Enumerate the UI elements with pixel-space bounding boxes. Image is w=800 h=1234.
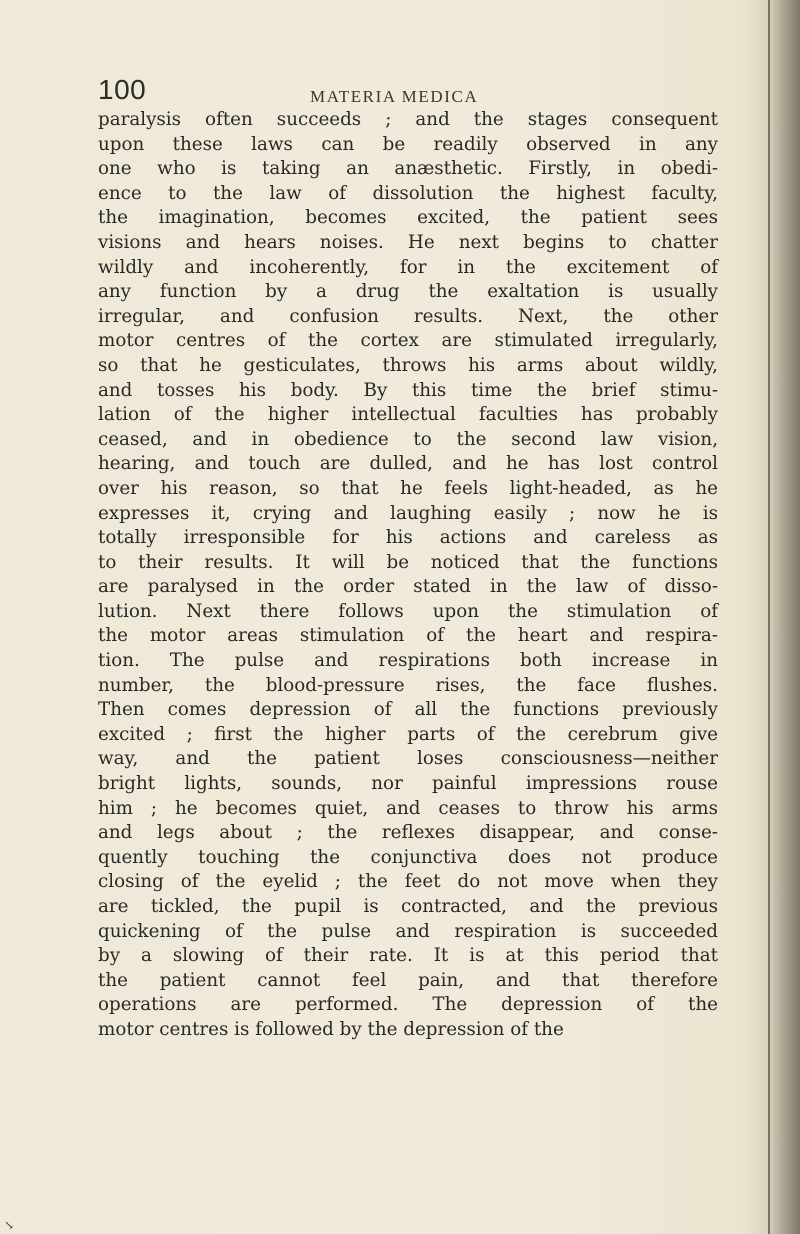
text-line: motor centres is followed by the depression of the [98, 1018, 564, 1040]
text-line: lution. Next there follows upon the stimulation of [98, 600, 718, 622]
text-line: hearing, and touch are dulled, and he has lost control [98, 453, 718, 475]
text-line: operations are performed. The depression of the [98, 994, 718, 1016]
text-line: to their results. It will be noticed that the functions [98, 551, 718, 573]
page-number: 100 [98, 74, 147, 105]
text-line: motor centres of the cortex are stimulated irregularly, [98, 330, 718, 352]
text-line: bright lights, sounds, nor painful impressions rouse [98, 773, 718, 795]
text-line: and legs about ; the reflexes disappear, and conse- [98, 822, 718, 844]
body-text [98, 108, 718, 1043]
text-line: by a slowing of their rate. It is at this period that [98, 945, 718, 967]
scan-corner-mark: ↘ [4, 1218, 15, 1232]
text-line: and tosses his body. By this time the brief stimu- [98, 379, 718, 401]
running-head: MATERIA MEDICA [310, 87, 479, 106]
page-edge-line [768, 0, 770, 1234]
text-line: are tickled, the pupil is contracted, and the previous [98, 896, 718, 917]
text-line: quickening of the pulse and respiration is succeeded [98, 920, 718, 942]
text-line: the patient cannot feel pain, and that therefore [98, 969, 718, 991]
text-line: Then comes depression of all the functions previously [98, 699, 718, 721]
text-line: him ; he becomes quiet, and ceases to throw his arms [98, 797, 718, 819]
text-line: are paralysed in the order stated in the law of disso- [98, 576, 718, 598]
text-line: way, and the patient loses consciousness—neither [98, 748, 718, 770]
text-line: quently touching the conjunctiva does not produce [98, 846, 718, 868]
text-line: the motor areas stimulation of the heart and respira- [98, 625, 718, 647]
text-line: the imagination, becomes excited, the patient sees [98, 207, 718, 229]
text-line: excited ; first the higher parts of the cerebrum give [98, 723, 718, 745]
text-line: totally irresponsible for his actions and careless as [98, 527, 718, 549]
text-line: number, the blood-pressure rises, the face flushes. [98, 674, 718, 696]
text-line: any function by a drug the exaltation is usually [98, 281, 718, 303]
text-line: expresses it, crying and laughing easily ; now he is [98, 502, 718, 524]
text-line: ence to the law of dissolution the highest faculty, [98, 182, 718, 204]
text-line: wildly and incoherently, for in the excitement of [98, 256, 718, 278]
text-line: paralysis often succeeds ; and the stages consequent [98, 109, 718, 130]
text-line: tion. The pulse and respirations both increase in [98, 650, 718, 672]
page-gutter-shadow [748, 0, 800, 1234]
text-line: lation of the higher intellectual faculties has probably [98, 404, 718, 426]
text-line: so that he gesticulates, throws his arms about wildly, [98, 354, 718, 376]
text-line: ceased, and in obedience to the second law vision, [98, 428, 718, 450]
text-line: upon these laws can be readily observed in any [98, 133, 718, 155]
text-line: one who is taking an anæsthetic. Firstly, in obedi- [98, 158, 718, 180]
text-line: visions and hears noises. He next begins to chatter [98, 231, 718, 253]
text-line: irregular, and confusion results. Next, the other [98, 305, 718, 327]
text-line: over his reason, so that he feels light-headed, as he [98, 477, 718, 499]
text-line: closing of the eyelid ; the feet do not move when they [98, 871, 718, 893]
